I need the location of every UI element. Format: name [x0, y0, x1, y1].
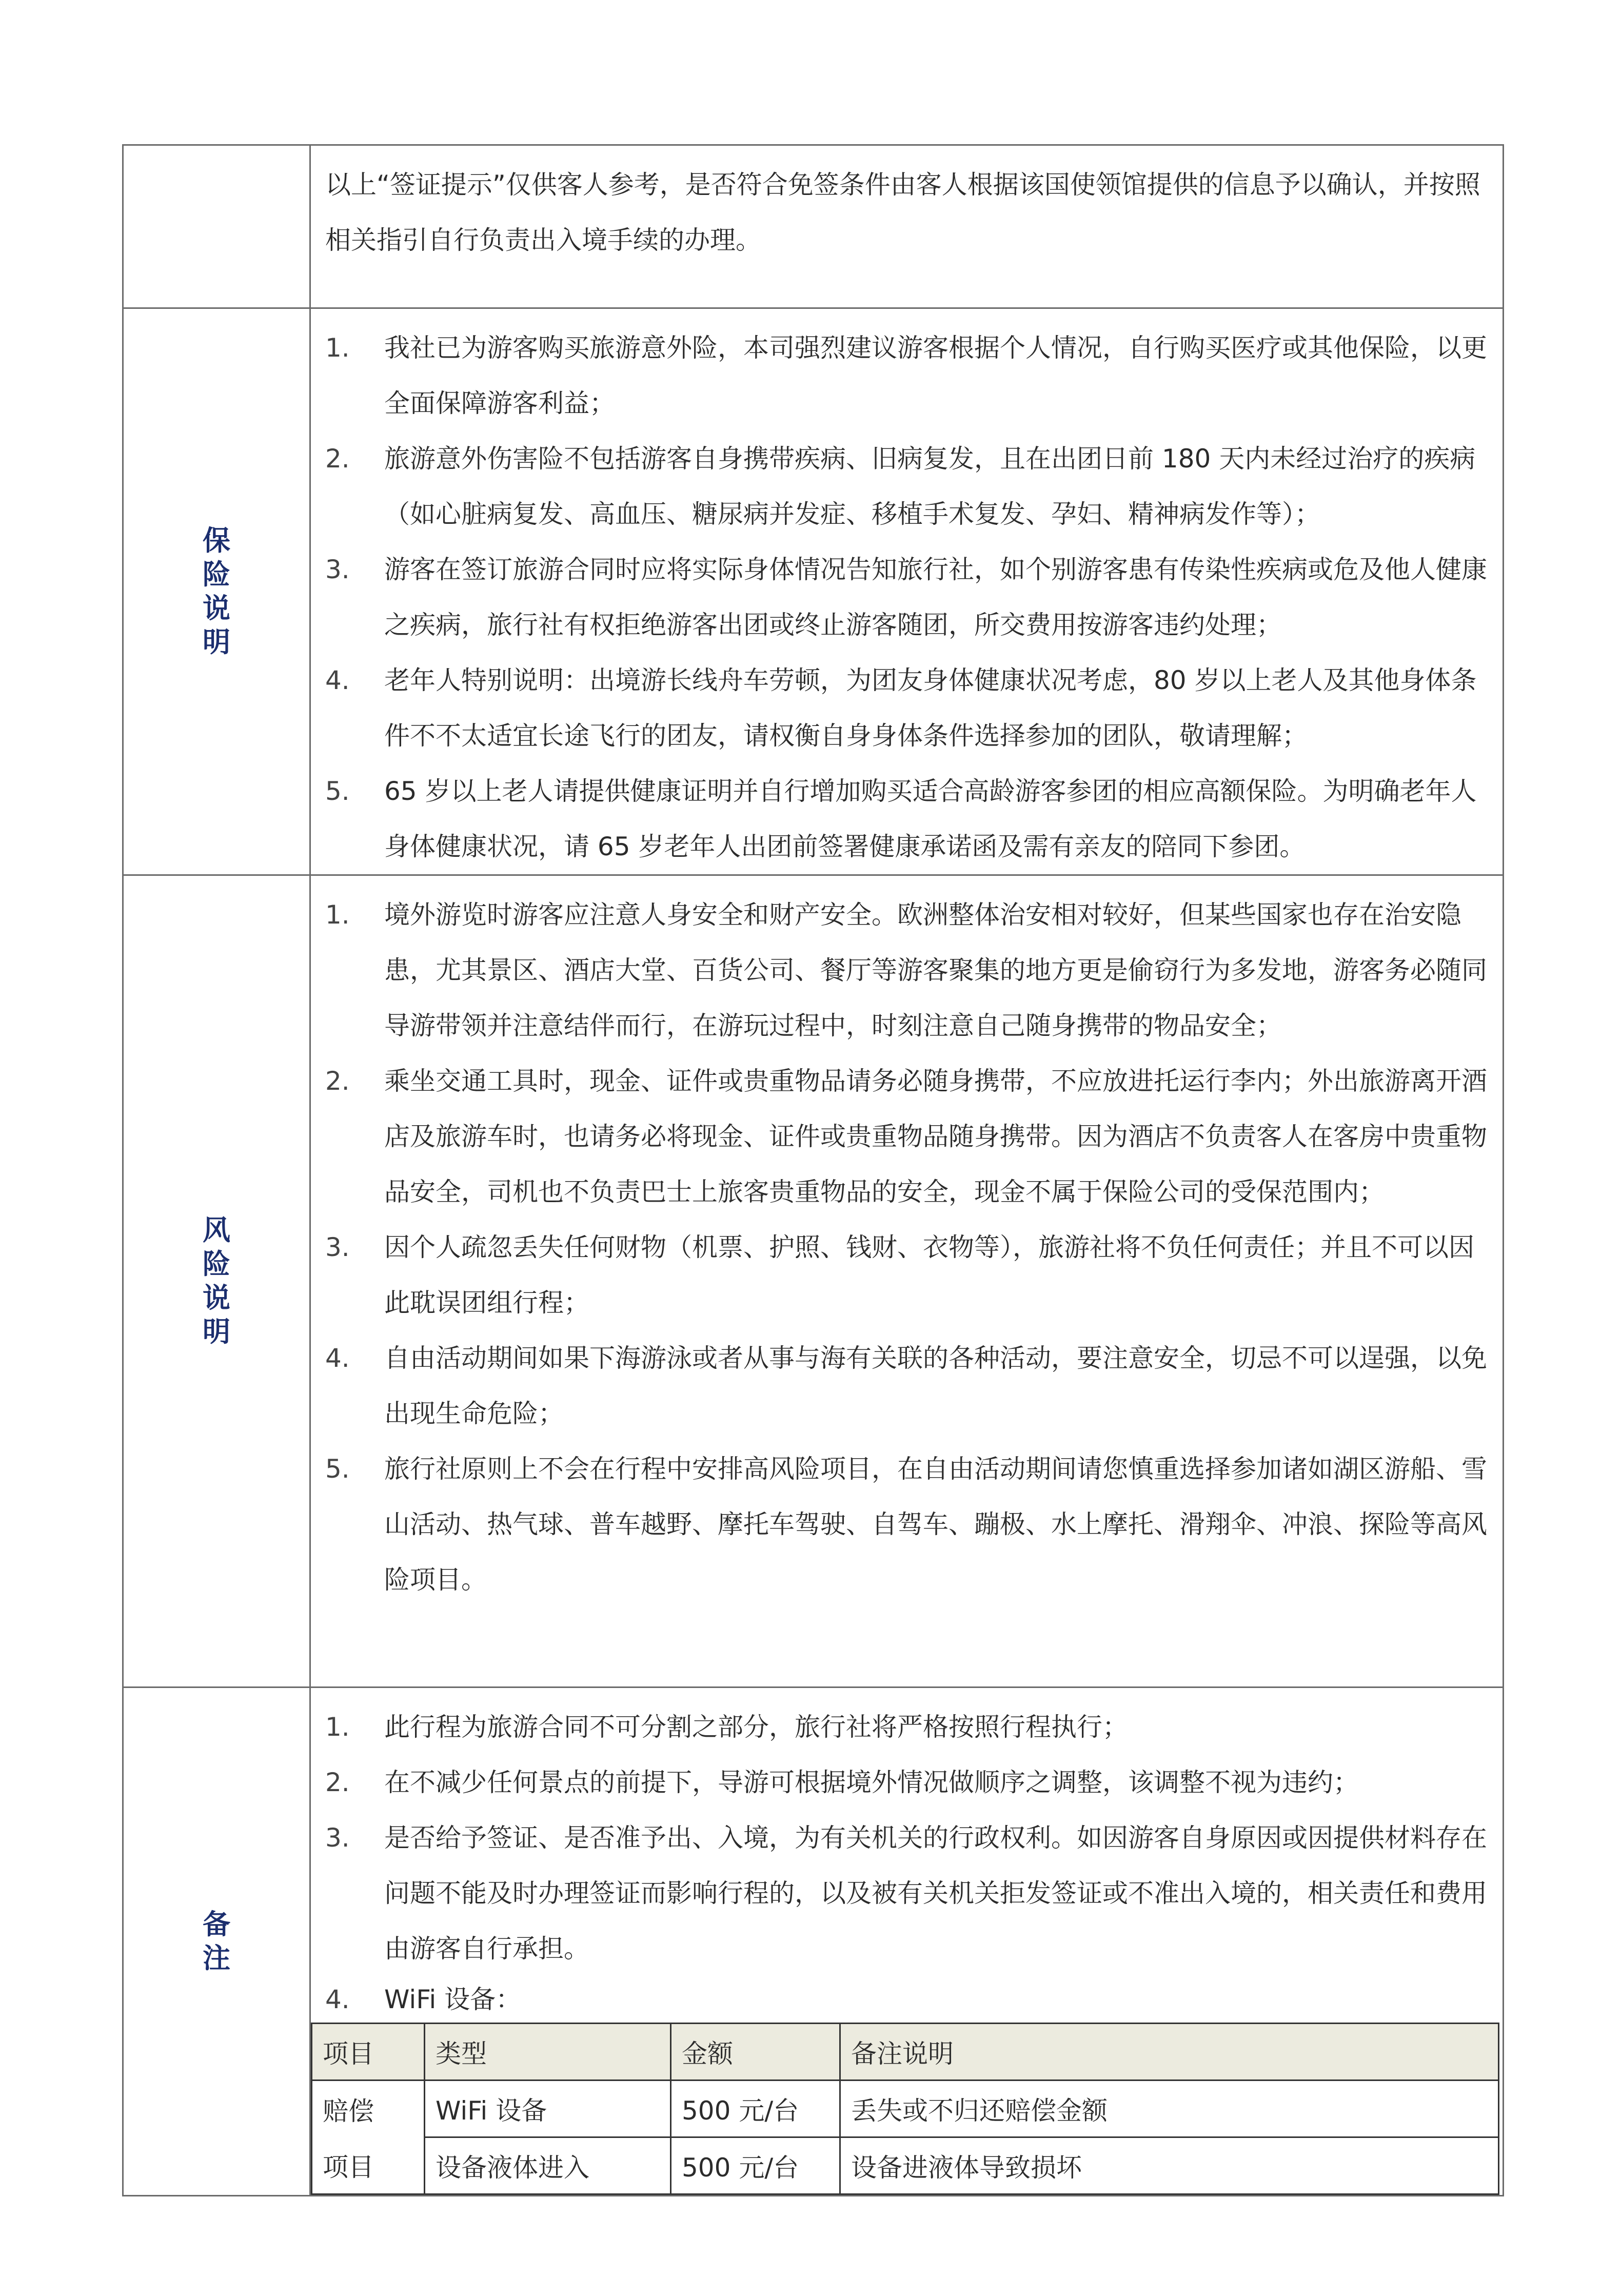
notes-label-cell: [123, 1687, 310, 2196]
item-number: 2.: [325, 444, 350, 474]
itinerary-notes-table: [122, 144, 1504, 2196]
header-cell: 备注说明: [840, 2024, 1499, 2081]
table-cell: 丢失或不归还赔偿金额: [840, 2081, 1499, 2137]
item-number: 3.: [325, 555, 350, 584]
risk-row: [123, 875, 1504, 1687]
item-number: 5.: [325, 1454, 350, 1484]
item-text: 65 岁以上老人请提供健康证明并自行增加购买适合高龄游客参团的相应高额保险。为明确老年人身体健康状况，请 65 岁老年人出团前签署健康承诺函及需有亲友的陪同下参团。: [384, 776, 1477, 861]
notes-label: 备注: [203, 1908, 230, 1974]
list-item: [325, 763, 1488, 874]
item-text: 游客在签订旅游合同时应将实际身体情况告知旅行社，如个别游客患有传染性疾病或危及他人健康之疾病，旅行社有权拒绝游客出团或终止游客随团，所交费用按游客违约处理；: [384, 555, 1487, 640]
risk-content: [310, 875, 1504, 1687]
list-item: [325, 1755, 1488, 1810]
table-cell: 项目: [312, 2137, 425, 2194]
item-text: 乘坐交通工具时，现金、证件或贵重物品请务必随身携带，不应放进托运行李内；外出旅游离开酒店及旅游车时，也请务必将现金、证件或贵重物品随身携带。因为酒店不负责客人在客房中贵重物品安全，司机也不负责巴士上旅客贵重物品的安全，现金不属于保险公司的受保范围内；: [384, 1066, 1487, 1207]
item-text: 此行程为旅游合同不可分割之部分，旅行社将严格按照行程执行；: [384, 1712, 1128, 1742]
list-item: [325, 1053, 1488, 1220]
item-number: 1.: [325, 333, 350, 363]
list-item: [325, 1810, 1488, 1976]
visa-label-cell: [123, 145, 310, 308]
item-number: 4.: [325, 1343, 350, 1373]
item-text: 是否给予签证、是否准予出、入境，为有关机关的行政权利。如因游客自身原因或因提供材料存在问题不能及时办理签证而影响行程的，以及被有关机关拒发签证或不准出入境的，相关责任和费用由游客自行承担。: [384, 1823, 1487, 1964]
list-item: [325, 431, 1488, 542]
table-row: [312, 2081, 1499, 2137]
list-item: [325, 887, 1488, 1053]
visa-note-cell: [310, 145, 1504, 308]
item-number: 1.: [325, 1712, 350, 1742]
list-item: [325, 320, 1488, 431]
list-item: [325, 1976, 1488, 2023]
table-header-row: [312, 2024, 1499, 2081]
list-item: [325, 542, 1488, 653]
risk-label: 风险说明: [203, 1214, 230, 1348]
insurance-row: [123, 308, 1504, 875]
list-item: [325, 1441, 1488, 1607]
insurance-label-cell: [123, 308, 310, 875]
header-cell: 金额: [671, 2024, 840, 2081]
item-number: 2.: [325, 1066, 350, 1096]
item-number: 1.: [325, 900, 350, 930]
notes-content: [310, 1687, 1504, 2196]
notes-row: [123, 1687, 1504, 2196]
item-text: 在不减少任何景点的前提下，导游可根据境外情况做顺序之调整，该调整不视为违约；: [384, 1768, 1359, 1797]
item-number: 5.: [325, 776, 350, 806]
insurance-content: [310, 308, 1504, 875]
item-text: WiFi 设备：: [384, 1985, 522, 2014]
table-cell: 赔偿: [312, 2081, 425, 2137]
visa-note-row: [123, 145, 1504, 308]
list-item: [325, 1220, 1488, 1330]
insurance-label: 保险说明: [203, 524, 230, 658]
table-cell: 500 元/台: [671, 2137, 840, 2194]
visa-note-text: 以上“签证提示”仅供客人参考，是否符合免签条件由客人根据该国使领馆提供的信息予以确认，并按照相关指引自行负责出入境手续的办理。: [325, 170, 1480, 255]
item-text: 老年人特别说明：出境游长线舟车劳顿，为团友身体健康状况考虑，80 岁以上老人及其他身体条件不不太适宜长途飞行的团友，请权衡自身身体条件选择参加的团队，敬请理解；: [384, 665, 1477, 751]
table-cell: 设备进液体导致损坏: [840, 2137, 1499, 2194]
item-number: 4.: [325, 1985, 350, 2014]
item-number: 2.: [325, 1768, 350, 1797]
item-text: 境外游览时游客应注意人身安全和财产安全。欧洲整体治安相对较好，但某些国家也存在治安隐患，尤其景区、酒店大堂、百货公司、餐厅等游客聚集的地方更是偷窃行为多发地，游客务必随同导游带领并注意结伴而行，在游玩过程中，时刻注意自己随身携带的物品安全；: [384, 900, 1487, 1041]
item-text: 我社已为游客购买旅游意外险，本司强烈建议游客根据个人情况，自行购买医疗或其他保险，以更全面保障游客利益；: [384, 333, 1487, 418]
item-text: 因个人疏忽丢失任何财物（机票、护照、钱财、衣物等），旅游社将不负任何责任；并且不可以因此耽误团组行程；: [384, 1232, 1474, 1318]
header-cell: 类型: [425, 2024, 671, 2081]
item-number: 4.: [325, 665, 350, 695]
table-cell: 设备液体进入: [425, 2137, 671, 2194]
list-item: [325, 1330, 1488, 1441]
item-text: 自由活动期间如果下海游泳或者从事与海有关联的各种活动，要注意安全，切忌不可以逞强，以免出现生命危险；: [384, 1343, 1487, 1428]
table-cell: 500 元/台: [671, 2081, 840, 2137]
header-cell: 项目: [312, 2024, 425, 2081]
list-item: [325, 1699, 1488, 1755]
list-item: [325, 653, 1488, 763]
item-number: 3.: [325, 1232, 350, 1262]
table-row: [312, 2137, 1499, 2194]
item-text: 旅游意外伤害险不包括游客自身携带疾病、旧病复发，且在出团日前 180 天内未经过治疗的疾病（如心脏病复发、高血压、糖尿病并发症、移植手术复发、孕妇、精神病发作等）；: [384, 444, 1476, 529]
risk-label-cell: [123, 875, 310, 1687]
wifi-fee-table: [311, 2023, 1499, 2195]
table-cell: WiFi 设备: [425, 2081, 671, 2137]
item-number: 3.: [325, 1823, 350, 1853]
item-text: 旅行社原则上不会在行程中安排高风险项目，在自由活动期间请您慎重选择参加诸如湖区游船、雪山活动、热气球、普车越野、摩托车驾驶、自驾车、蹦极、水上摩托、滑翔伞、冲浪、探险等高风险项目。: [384, 1454, 1487, 1595]
